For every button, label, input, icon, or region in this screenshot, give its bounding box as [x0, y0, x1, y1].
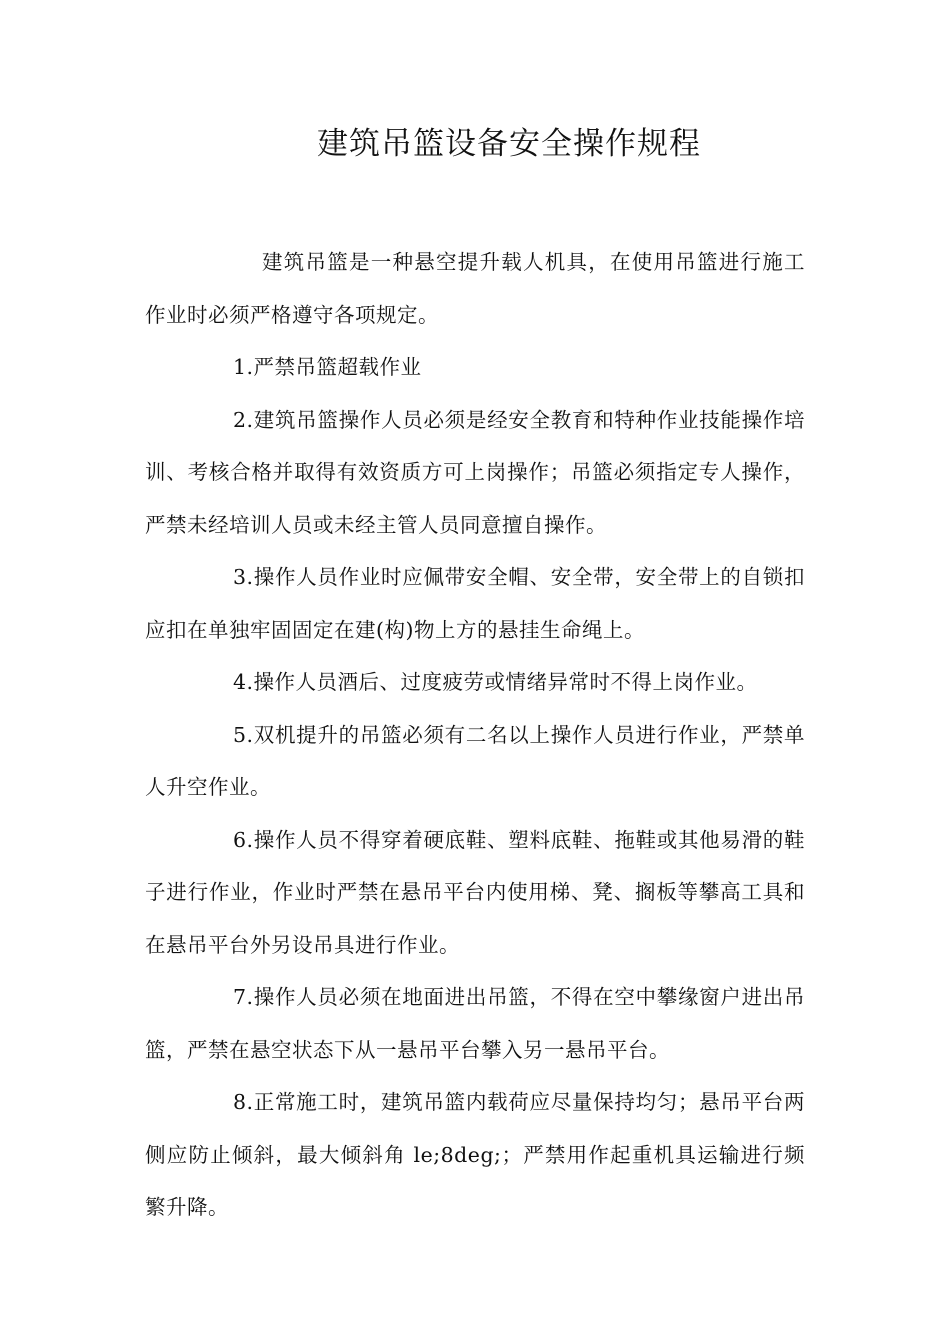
rule-item-6: 6.操作人员不得穿着硬底鞋、塑料底鞋、拖鞋或其他易滑的鞋子进行作业，作业时严禁在悬吊平台内使用梯、凳、搁板等攀高工具和在悬吊平台外另设吊具进行作业。 [145, 827, 805, 957]
intro-paragraph: 建筑吊篮是一种悬空提升载人机具，在使用吊篮进行施工作业时必须严格遵守各项规定。 [145, 250, 805, 327]
document-title: 建筑吊篮设备安全操作规程 [317, 126, 701, 162]
rule-item-7: 7.操作人员必须在地面进出吊篮，不得在空中攀缘窗户进出吊篮，严禁在悬空状态下从一悬吊平台攀入另一悬吊平台。 [145, 985, 805, 1062]
rule-item-1: 1.严禁吊篮超载作业 [233, 355, 422, 379]
rule-item-3: 3.操作人员作业时应佩带安全帽、安全带，安全带上的自锁扣应扣在单独牢固固定在建(构)物上方的悬挂生命绳上。 [145, 565, 805, 642]
rule-item-5: 5.双机提升的吊篮必须有二名以上操作人员进行作业，严禁单人升空作业。 [145, 722, 805, 799]
document-body [145, 236, 805, 1234]
rule-item-8: 8.正常施工时，建筑吊篮内载荷应尽量保持均匀；悬吊平台两侧应防止倾斜，最大倾斜角 le;8deg;；严禁用作起重机具运输进行频繁升降。 [145, 1090, 805, 1219]
rule-item-4: 4.操作人员酒后、过度疲劳或情绪异常时不得上岗作业。 [233, 670, 758, 694]
rule-item-2: 2.建筑吊篮操作人员必须是经安全教育和特种作业技能操作培训、考核合格并取得有效资质方可上岗操作；吊篮必须指定专人操作，严禁未经培训人员或未经主管人员同意擅自操作。 [145, 407, 805, 537]
